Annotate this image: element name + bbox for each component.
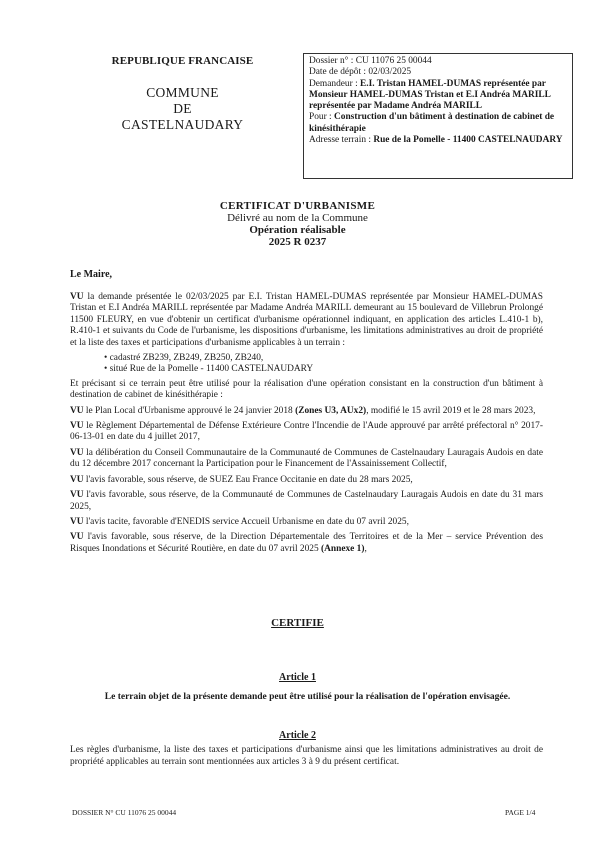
precisant: Et précisant si ce terrain peut être utilisé pour la réalisation d'une opération consistant en la construction d'un bâtiment à destination de cabinet de kinésithérapie : (70, 378, 543, 401)
commune-line-3: CASTELNAUDARY (121, 117, 244, 132)
pour (309, 112, 572, 135)
footer-page: PAGE 1/4 (505, 808, 536, 817)
le-maire: Le Maire, (70, 269, 113, 280)
vu-text: , modifié le 15 avril 2019 et le 28 mars 2023, (366, 405, 536, 416)
article-1-title: Article 1 (279, 672, 316, 683)
article-1-text: Le terrain objet de la présente demande peut être utilisé pour la réalisation de l'opération envisagée. (104, 692, 511, 702)
vu-text: l'avis favorable, sous réserve, de SUEZ Eau France Occitanie en date du 28 mars 2025, (83, 474, 413, 485)
commune-line-2: DE (173, 101, 192, 116)
dossier-number: Dossier n° : CU 11076 25 00044 (309, 56, 432, 66)
delivre-au-nom: Délivré au nom de la Commune (227, 212, 368, 224)
list-item: • cadastré ZB239, ZB249, ZB250, ZB240, (104, 353, 543, 364)
vu-text: , (364, 543, 367, 554)
republique-francaise: REPUBLIQUE FRANCAISE (111, 55, 254, 67)
vu-label: VU (70, 405, 84, 416)
vu-deliberation (70, 448, 543, 471)
date-depot: Date de dépôt : 02/03/2025 (309, 67, 412, 78)
issuer-header (80, 55, 285, 133)
vu-text: la délibération du Conseil Communautaire de la Communauté de Communes de Castelnaudary Lauragais Audois en date du 12 décembre 2017 concernant la Participation pour le Financement de l'Assainissement Collectif, (70, 447, 543, 470)
vu-label: VU (70, 292, 84, 302)
zones: (Zones U3, AUx2) (295, 405, 367, 416)
certificate-title-block (0, 200, 595, 248)
vu-label: VU (70, 447, 84, 458)
vu-text: l'avis favorable, sous réserve, de la Communauté de Communes de Castelnaudary Lauragais Audois en date du 31 mars 2025, (70, 490, 543, 512)
vu-text: le Plan Local d'Urbanisme approuvé le 24 janvier 2018 (83, 405, 296, 416)
article-2-text: Les règles d'urbanisme, la liste des taxes et participations d'urbanisme ainsi que les limitations administratives au droit de propriété applicables au terrain sont mentionnées aux articles 3 à 9 du présent certificat. (70, 745, 543, 767)
vu-text: le Règlement Départemental de Défense Extérieure Contre l'Incendie de l'Aude approuvé par arrêté préfectoral n° 2017-06-13-01 en date du 4 juillet 2017, (70, 421, 543, 443)
vu-ddtm (70, 532, 543, 555)
pour-label: Pour : (309, 112, 335, 123)
annexe-ref: (Annexe 1) (321, 543, 365, 554)
operation-status: Opération réalisable (249, 224, 346, 236)
vu-label: VU (70, 490, 84, 501)
vu-enedis (70, 517, 543, 528)
vu-demande (70, 292, 543, 349)
terrain-list (70, 353, 543, 376)
vu-label: VU (70, 474, 84, 485)
considerations (70, 292, 543, 559)
adresse-terrain (309, 135, 572, 146)
vu-text: l'avis favorable, sous réserve, de la Direction Départementale des Territoires et de la Mer – service Prévention des Risques Inondations et Sécurité Routière, en date du 07 avril 2025 (70, 532, 543, 554)
demandeur (309, 79, 572, 113)
vu-communaute (70, 490, 543, 513)
adresse-value: Rue de la Pomelle - 11400 CASTELNAUDARY (373, 135, 563, 146)
vu-text: la demande présentée le 02/03/2025 par E.I. Tristan HAMEL-DUMAS représentée par Monsieur HAMEL-DUMAS Tristan et E.I Andréa MARILL représentée par Madame Andréa MARILL demeurant au 15 boulevard de Villebrun Prolongé 11500 FLEURY, en vue d'obtenir un certificat d'urbanisme opérationnel indiquant, en application des articles L.410-1 b), R.410-1 et suivants du Code de l'urbanisme, les dispositions d'urbanisme, les limitations administratives au droit de propriété et la liste des taxes et participations d'urbanisme applicables à un terrain : (70, 292, 543, 348)
pour-value: Construction d'un bâtiment à destination de cabinet de kinésithérapie (309, 112, 555, 134)
vu-label: VU (70, 532, 84, 543)
dossier-info-box (303, 53, 573, 179)
demandeur-label: Demandeur : (309, 78, 361, 89)
certifie-heading: CERTIFIE (271, 617, 324, 629)
commune-line-1: COMMUNE (146, 85, 219, 100)
commune-name (80, 85, 285, 133)
vu-plu (70, 406, 543, 417)
list-item: • situé Rue de la Pomelle - 11400 CASTELNAUDARY (104, 364, 543, 375)
vu-suez (70, 475, 543, 486)
demandeur-value: E.I. Tristan HAMEL-DUMAS représentée par Monsieur HAMEL-DUMAS Tristan et E.I Andréa MARILL représentée par Madame Andréa MARILL (309, 78, 551, 112)
footer-dossier: DOSSIER N° CU 11076 25 00044 (72, 808, 177, 817)
vu-label: VU (70, 421, 84, 432)
certificate-number: 2025 R 0237 (268, 236, 327, 248)
vu-rddeci (70, 421, 543, 444)
vu-text: l'avis tacite, favorable d'ENEDIS service Accueil Urbanisme en date du 07 avril 2025, (83, 516, 409, 527)
certificate-title: CERTIFICAT D'URBANISME (219, 200, 376, 212)
adresse-label: Adresse terrain : (309, 135, 374, 146)
vu-label: VU (70, 516, 84, 527)
article-2-title: Article 2 (279, 730, 316, 741)
